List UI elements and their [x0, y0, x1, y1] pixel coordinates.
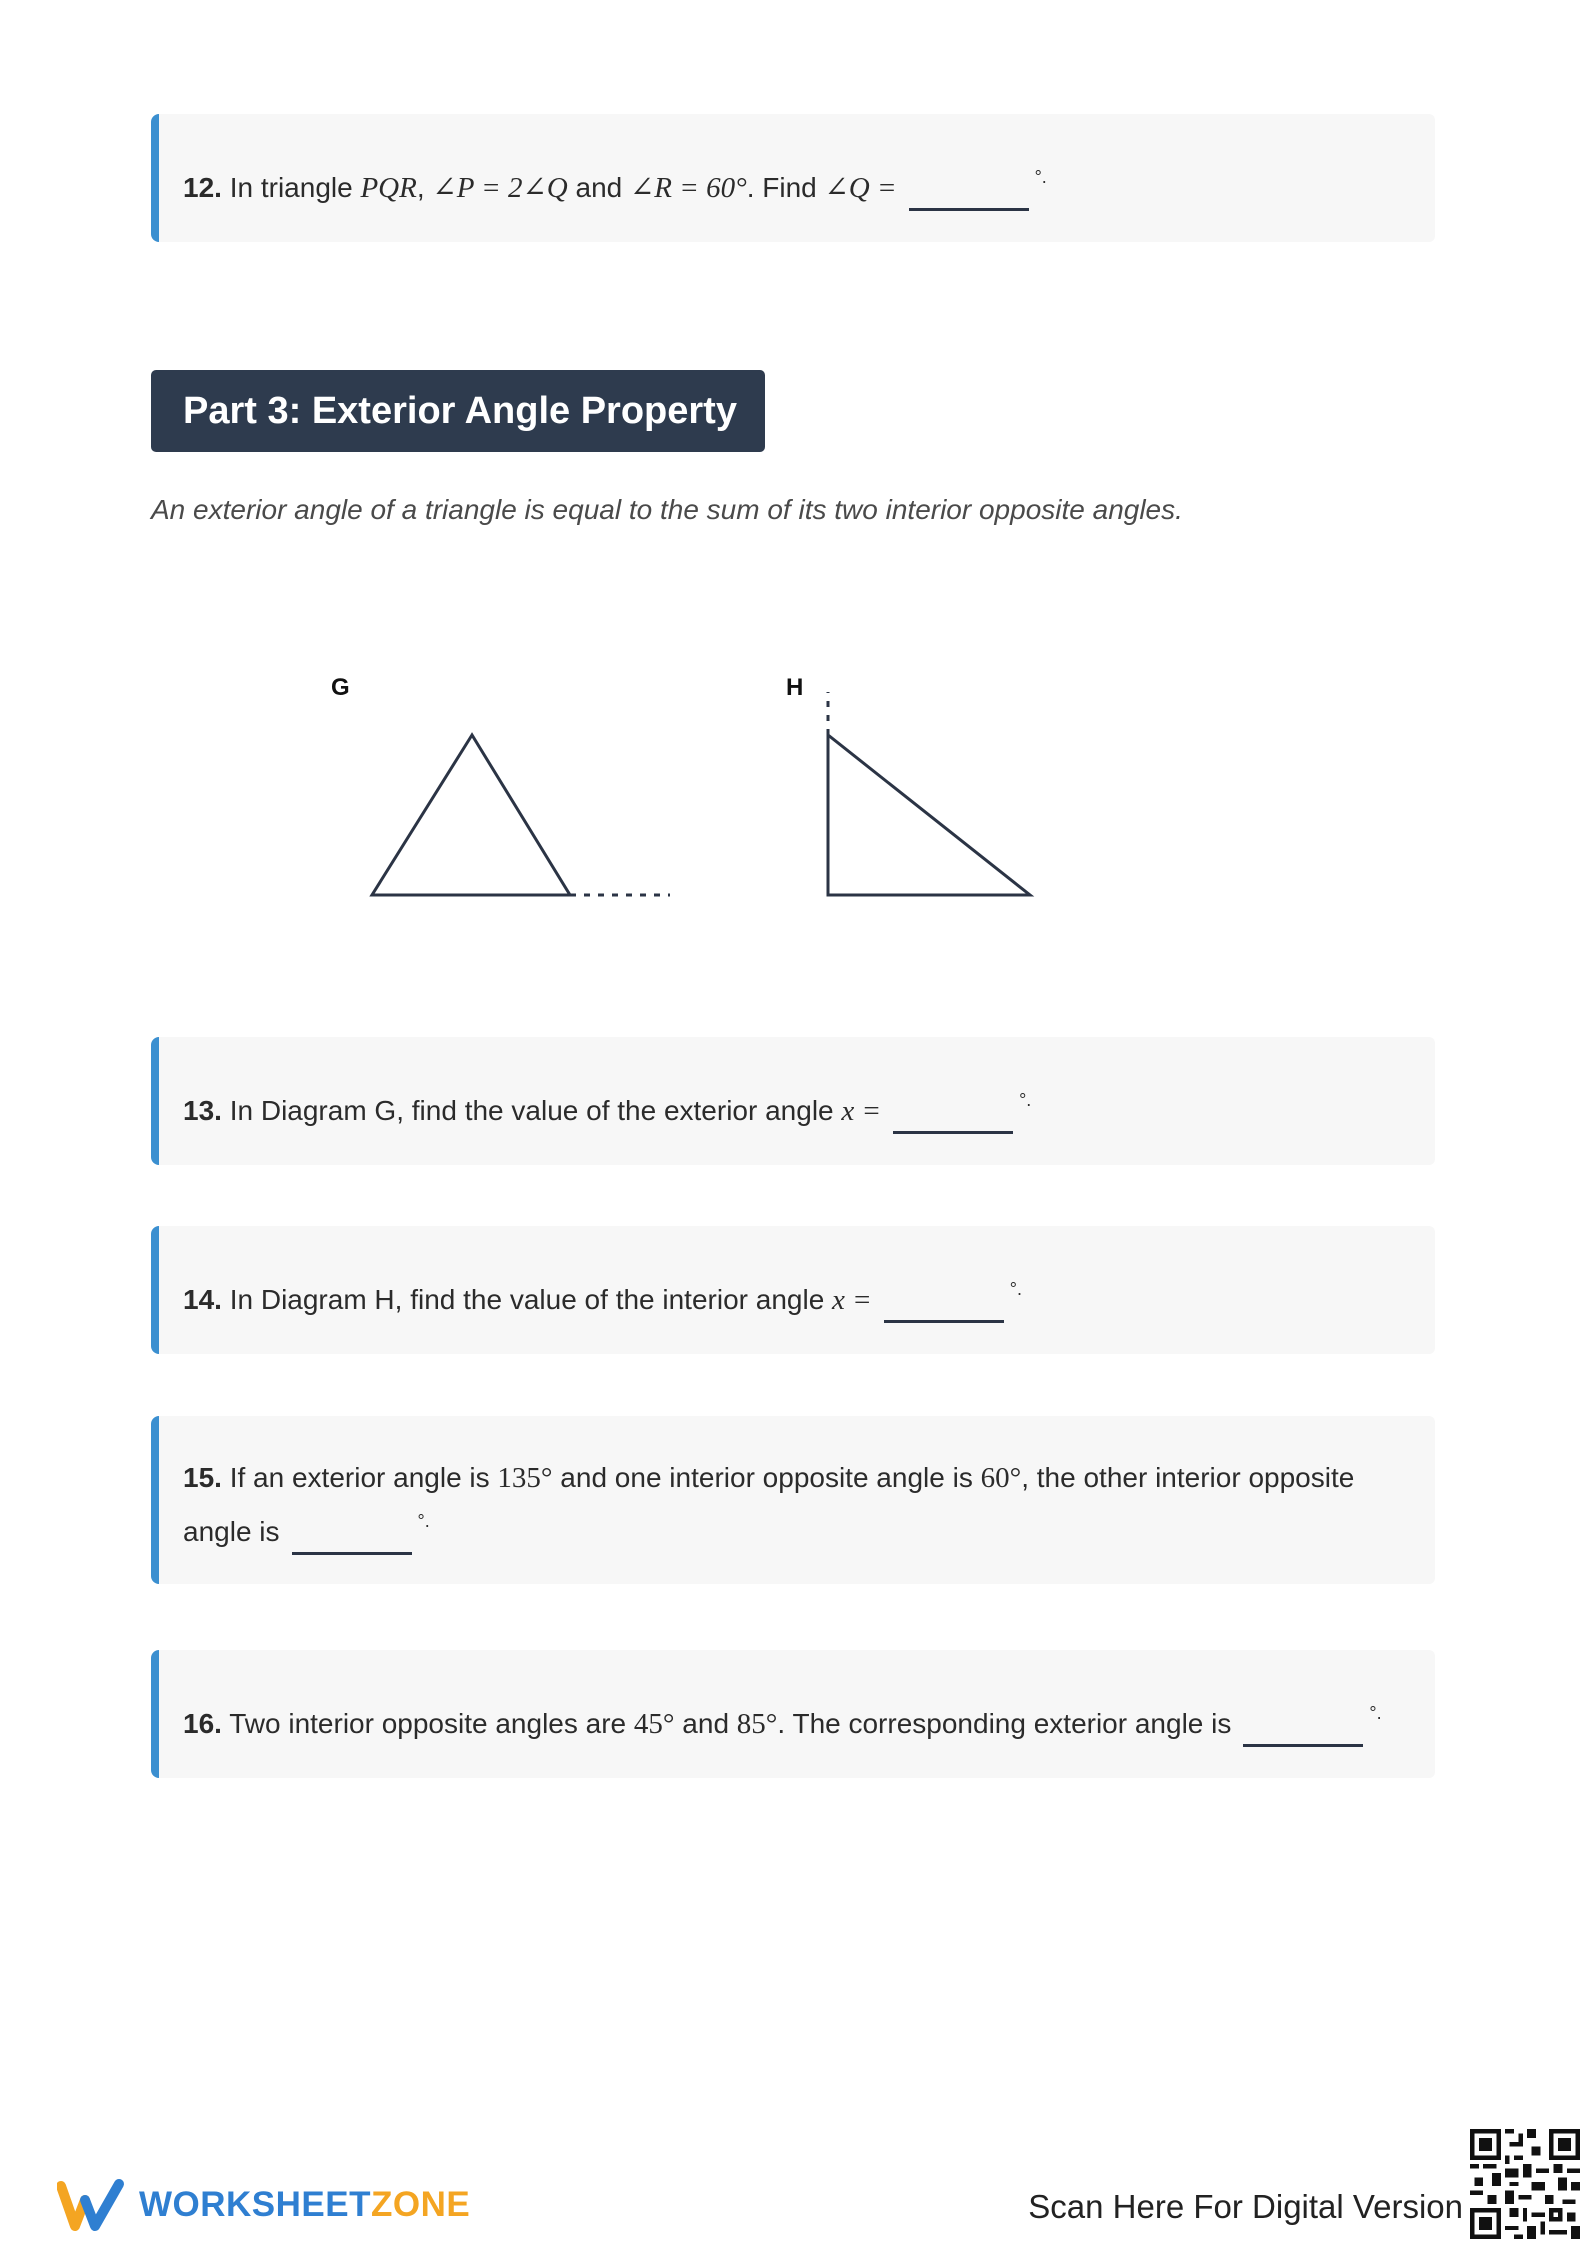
math-expression: 45° — [633, 1708, 675, 1740]
question-16 — [151, 1650, 1435, 1778]
question-15 — [151, 1416, 1435, 1584]
math-expression: 60° — [980, 1462, 1022, 1494]
math-expression: PQR — [360, 172, 417, 204]
answer-blank[interactable] — [884, 1286, 1004, 1323]
diagram-g-triangle — [372, 735, 670, 895]
brand-name — [139, 2185, 470, 2225]
worksheetzone-logo-icon — [57, 2176, 127, 2234]
question-14 — [151, 1226, 1435, 1354]
triangle-diagrams — [0, 0, 1588, 1000]
question-text: In Diagram G, find the value of the exterior angle — [229, 1095, 842, 1126]
brand-name-part1: WORKSHEET — [139, 2185, 371, 2224]
degree-suffix: °. — [417, 1511, 430, 1531]
question-text: In triangle — [229, 172, 361, 203]
question-text: In Diagram H, find the value of the interior angle — [229, 1284, 833, 1315]
diagram-label-g: G — [331, 674, 350, 701]
math-expression: 135° — [497, 1462, 553, 1494]
question-number: 16. — [183, 1708, 222, 1739]
question-text: and — [567, 172, 630, 203]
question-number: 12. — [183, 172, 222, 203]
question-text: Two interior opposite angles are — [229, 1708, 634, 1739]
math-expression: ∠Q = — [824, 172, 897, 204]
math-expression: x = — [832, 1284, 872, 1316]
degree-suffix: °. — [1019, 1090, 1032, 1110]
question-number: 15. — [183, 1462, 222, 1493]
math-expression: ∠P = 2∠Q — [432, 172, 568, 204]
math-expression: x = — [841, 1095, 882, 1127]
brand-name-part2: ZONE — [371, 2185, 471, 2224]
question-13 — [151, 1037, 1435, 1165]
section-intro: An exterior angle of a triangle is equal to the sum of its two interior opposite angles. — [151, 494, 1183, 525]
degree-suffix: °. — [1009, 1279, 1022, 1299]
question-text: and — [674, 1708, 737, 1739]
question-number: 14. — [183, 1284, 222, 1315]
answer-blank[interactable] — [1243, 1710, 1363, 1747]
question-text: and one interior opposite angle is — [552, 1462, 981, 1493]
qr-code-icon[interactable] — [1470, 2129, 1580, 2239]
question-text: If an exterior angle is — [229, 1462, 498, 1493]
question-text: , the other interior opposite angle is — [183, 1462, 1355, 1547]
question-text: . The corresponding exterior angle is — [777, 1708, 1232, 1739]
brand-logo[interactable] — [57, 2175, 470, 2235]
scan-caption: Scan Here For Digital Version — [1028, 2188, 1463, 2225]
answer-blank[interactable] — [292, 1518, 412, 1555]
question-number: 13. — [183, 1095, 222, 1126]
answer-blank[interactable] — [893, 1097, 1013, 1134]
question-text: , — [416, 172, 433, 203]
math-expression: ∠R = 60° — [630, 172, 747, 204]
section-title: Part 3: Exterior Angle Property — [151, 370, 765, 452]
diagram-label-h: H — [786, 674, 804, 701]
question-text: . Find — [746, 172, 825, 203]
degree-suffix: °. — [1034, 167, 1047, 187]
degree-suffix: °. — [1369, 1703, 1382, 1723]
math-expression: 85° — [736, 1708, 778, 1740]
diagram-h-triangle — [828, 692, 1030, 895]
